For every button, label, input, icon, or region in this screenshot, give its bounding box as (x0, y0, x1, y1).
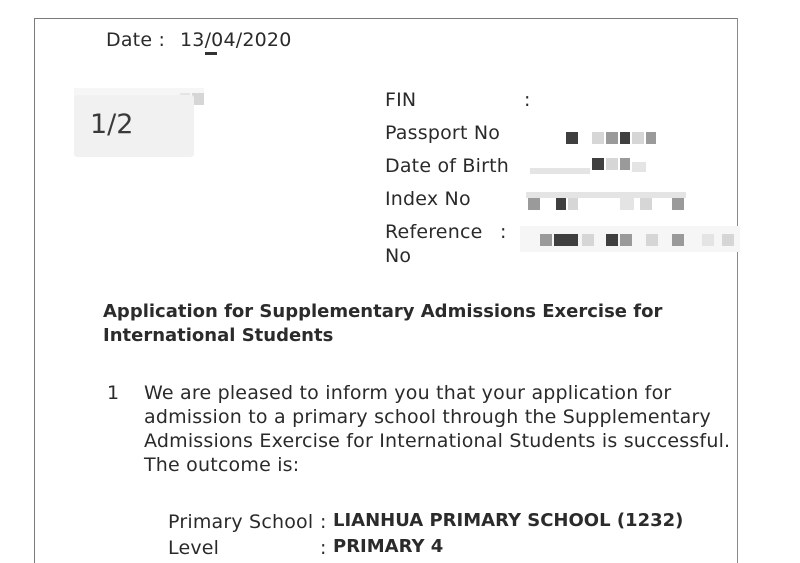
level-colon: : (320, 537, 327, 559)
level-value: PRIMARY 4 (333, 536, 444, 557)
redacted-block (528, 198, 540, 210)
redacted-block (554, 234, 578, 246)
reference-label: Reference (385, 221, 483, 243)
page-border-top (34, 18, 738, 19)
redacted-block (722, 234, 734, 246)
redacted-block (620, 198, 634, 210)
redacted-block (556, 198, 566, 210)
text-cursor (205, 52, 217, 55)
letter-title-line1: Application for Supplementary Admissions Exercise for (103, 301, 663, 322)
redacted-block (632, 162, 646, 172)
index-label: Index No (385, 188, 471, 210)
redacted-block (592, 132, 604, 144)
redacted-block (606, 158, 618, 170)
redacted-block (640, 198, 652, 210)
redacted-block (620, 234, 632, 246)
page-border-right (737, 18, 738, 563)
page-indicator-text: 1/2 (90, 109, 134, 140)
primary-school-colon: : (320, 511, 327, 533)
date-value: 13/04/2020 (180, 29, 292, 51)
paragraph-line: The outcome is: (144, 454, 300, 476)
fin-label: FIN (385, 89, 417, 111)
page-border-left (34, 18, 35, 563)
redacted-block (672, 234, 684, 246)
redacted-block (530, 168, 590, 174)
redacted-block (632, 132, 644, 144)
letter-title-line2: International Students (103, 325, 334, 346)
redacted-block (568, 198, 578, 210)
dob-label: Date of Birth (385, 155, 510, 177)
reference-colon: : (500, 221, 507, 243)
paragraph-line: Admissions Exercise for International Students is successful. (144, 430, 731, 452)
paragraph-number: 1 (107, 382, 120, 404)
redacted-block (592, 158, 604, 170)
redacted-block (606, 132, 618, 144)
redacted-block (582, 234, 594, 246)
redacted-block (620, 132, 630, 144)
redacted-block (702, 234, 714, 246)
page-indicator (74, 95, 194, 157)
redacted-block (566, 132, 578, 144)
redacted-block (540, 234, 552, 246)
level-label: Level (168, 537, 220, 559)
redacted-block (526, 192, 686, 198)
primary-school-label: Primary School (168, 511, 314, 533)
redacted-block (646, 234, 658, 246)
primary-school-value: LIANHUA PRIMARY SCHOOL (1232) (333, 510, 684, 531)
fin-colon: : (524, 89, 531, 111)
reference-label-line2: No (385, 245, 412, 267)
paragraph-line: We are pleased to inform you that your application for (144, 382, 672, 404)
redacted-block (646, 132, 656, 144)
paragraph-line: admission to a primary school through the Supplementary (144, 406, 711, 428)
redacted-block (606, 234, 618, 246)
date-label: Date : (106, 29, 166, 51)
redacted-block (620, 158, 630, 170)
passport-label: Passport No (385, 122, 501, 144)
redacted-block (672, 198, 684, 210)
